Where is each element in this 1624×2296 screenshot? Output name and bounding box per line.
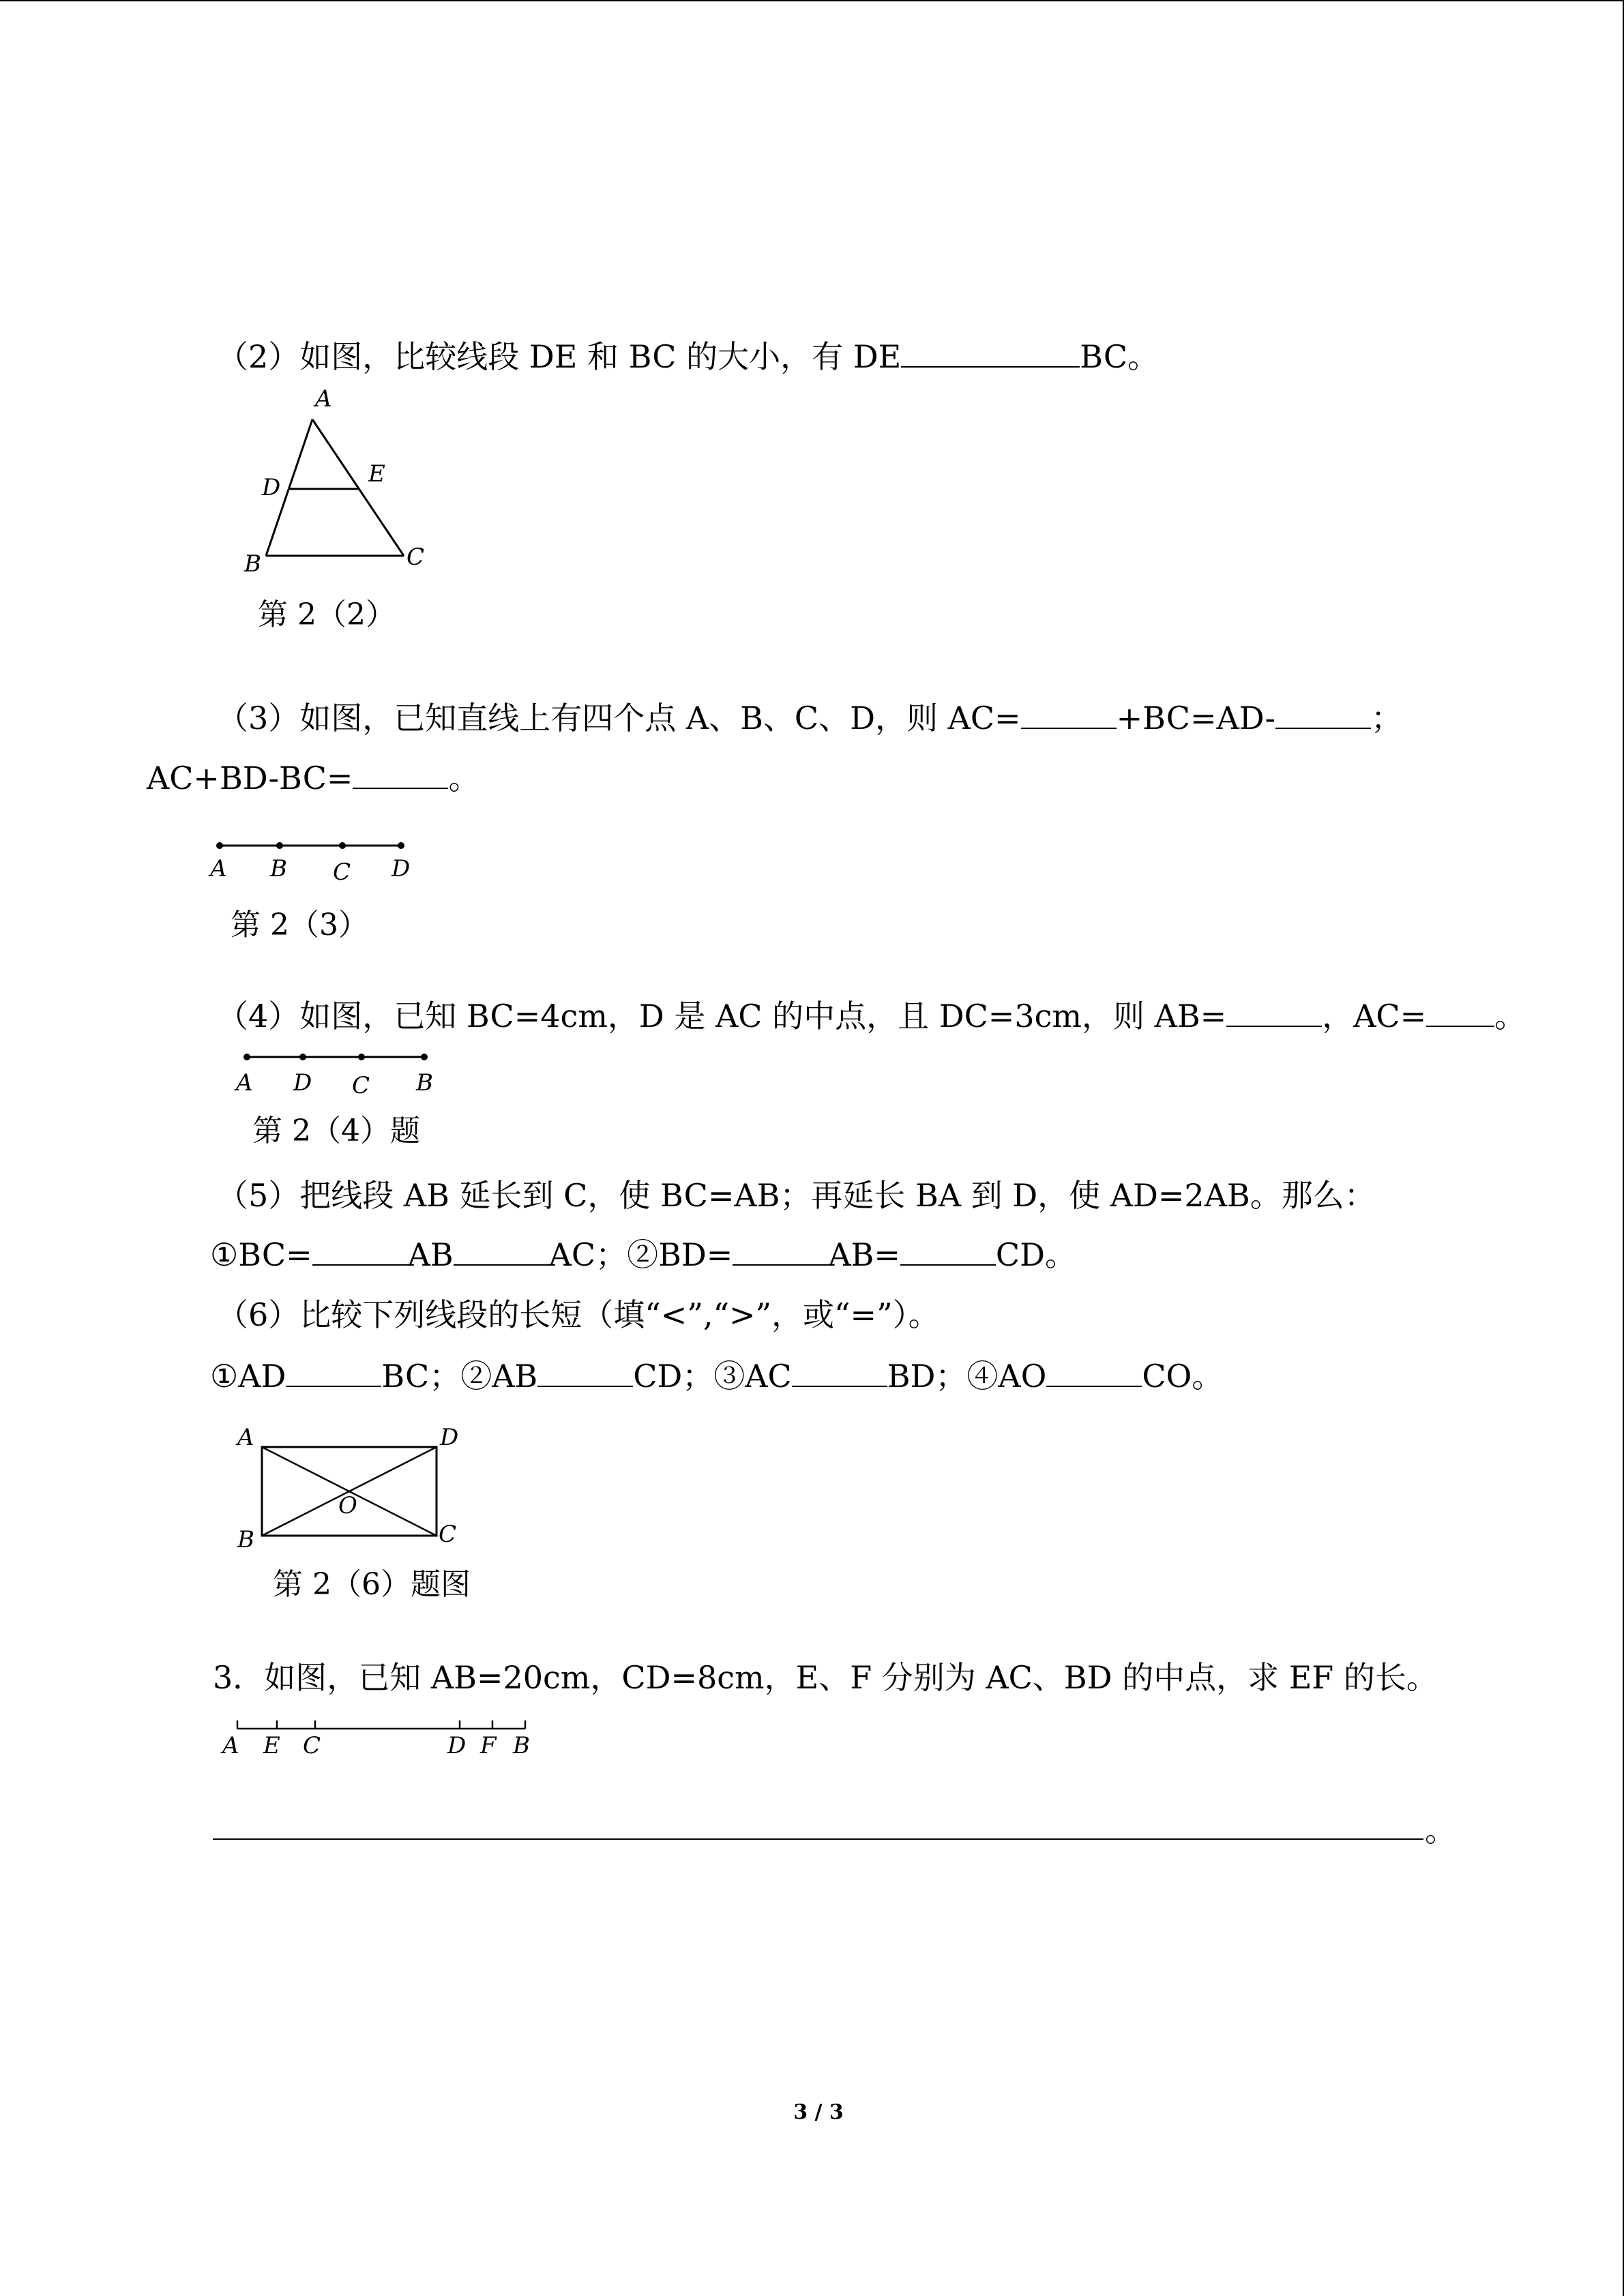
answer-blank[interactable] — [1426, 998, 1494, 1027]
q2-6-caption: 第 2（6）题图 — [273, 1567, 471, 1602]
answer-blank[interactable] — [1021, 700, 1117, 729]
label-c: C — [439, 1521, 457, 1548]
answer-blank[interactable] — [733, 1237, 828, 1266]
answer-blank[interactable] — [286, 1358, 381, 1387]
label-c: C — [352, 1072, 370, 1099]
label-c: C — [407, 543, 425, 571]
label-a: A — [222, 1732, 239, 1759]
label-c: C — [303, 1732, 321, 1759]
answer-blank[interactable] — [1275, 700, 1371, 729]
label-a: A — [236, 1069, 253, 1097]
point-c — [339, 842, 346, 849]
answer-line-end: 。 — [1425, 1812, 1456, 1849]
rectangle-diagonals-figure — [232, 1422, 477, 1558]
label-b: B — [513, 1732, 530, 1759]
label-b: B — [270, 855, 287, 882]
points-adcb-figure — [232, 1040, 450, 1101]
answer-blank[interactable] — [1046, 1358, 1142, 1387]
q2-2-caption: 第 2（2） — [258, 597, 396, 632]
label-b: B — [244, 550, 261, 578]
label-c: C — [333, 859, 351, 886]
q2-5-line2: ①BC= AB AC；②BD= AB= CD。 — [210, 1236, 1076, 1273]
point-a — [216, 842, 223, 849]
answer-blank[interactable] — [900, 1237, 996, 1266]
label-a: A — [210, 855, 227, 882]
label-d: D — [447, 1732, 467, 1759]
answer-line[interactable] — [213, 1838, 1423, 1840]
label-d: D — [392, 855, 411, 882]
q2-3-line2: AC+BD-BC= 。 — [147, 760, 480, 796]
answer-blank[interactable] — [792, 1358, 887, 1387]
q2-3-line1: （3）如图，已知直线上有四个点 A、B、C、D，则 AC= +BC=AD- ； — [217, 700, 1403, 736]
four-points-line-figure — [205, 829, 423, 890]
point-a — [243, 1054, 250, 1060]
point-d — [398, 842, 404, 849]
q2-4-text: （4）如图，已知 BC=4cm，D 是 AC 的中点，且 DC=3cm，则 AB= ，AC= 。 — [217, 998, 1526, 1034]
label-d: D — [440, 1424, 459, 1451]
page-number: 3 / 3 — [793, 2100, 844, 2124]
answer-blank[interactable] — [1226, 998, 1322, 1027]
point-c — [358, 1054, 365, 1060]
label-b: B — [416, 1069, 433, 1097]
point-b — [276, 842, 283, 849]
label-d: D — [262, 474, 281, 501]
q2-6-line2: ①AD BC；②AB CD；③AC BD；④AO CO。 — [210, 1358, 1224, 1395]
point-b — [421, 1054, 428, 1060]
segment-aecdfb-figure — [218, 1708, 546, 1763]
answer-blank[interactable] — [353, 760, 448, 789]
label-d: D — [293, 1069, 312, 1097]
answer-blank[interactable] — [454, 1237, 549, 1266]
triangle-figure — [239, 382, 437, 580]
label-e: E — [263, 1732, 280, 1759]
q2-6-line1: （6）比较下列线段的长短（填“<”,“>”，或“=”）。 — [217, 1296, 940, 1333]
point-d — [299, 1054, 306, 1060]
answer-blank[interactable] — [901, 339, 1080, 368]
q2-5-line1: （5）把线段 AB 延长到 C，使 BC=AB；再延长 BA 到 D，使 AD=2AB。那么： — [217, 1177, 1376, 1214]
q2-3-caption: 第 2（3） — [231, 908, 368, 942]
q2-2-text: （2）如图，比较线段 DE 和 BC 的大小，有 DE BC。 — [217, 338, 1160, 375]
label-e: E — [368, 460, 385, 488]
q2-4-caption: 第 2（4）题 — [252, 1114, 420, 1148]
answer-blank[interactable] — [312, 1237, 408, 1266]
label-f: F — [480, 1732, 497, 1759]
answer-blank[interactable] — [537, 1358, 633, 1387]
q3-text: 3．如图，已知 AB=20cm，CD=8cm，E、F 分别为 AC、BD 的中点，求 EF 的长。 — [213, 1659, 1438, 1696]
label-o: O — [338, 1492, 357, 1519]
label-a: A — [315, 385, 332, 413]
label-a: A — [237, 1424, 254, 1451]
side-ac — [312, 419, 404, 556]
label-b: B — [237, 1526, 254, 1553]
